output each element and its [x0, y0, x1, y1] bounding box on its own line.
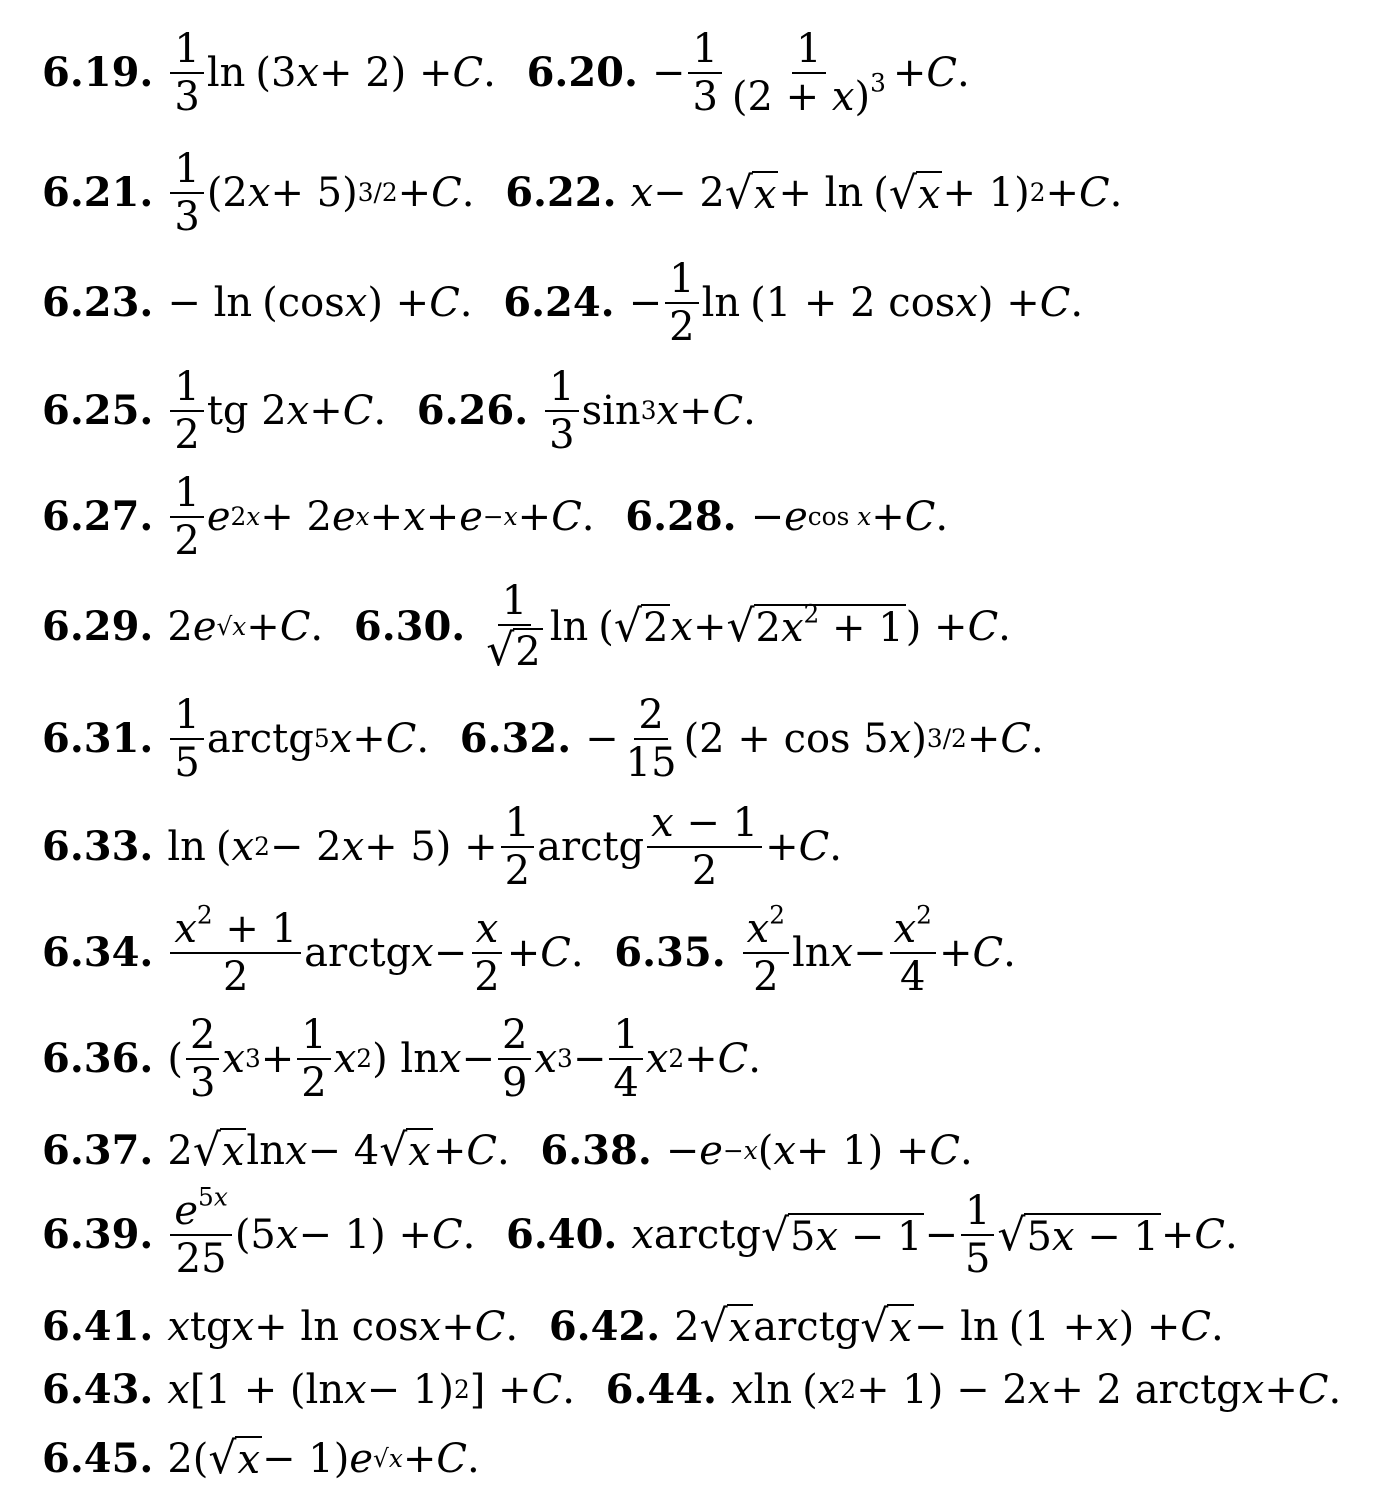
answer-item — [42, 1433, 480, 1484]
answer-item — [42, 900, 584, 1000]
answer-expression: 2 √ x arctg √ x − ln (1 + x ) + C . — [674, 1301, 1224, 1352]
answer-number: 6.32. — [459, 715, 572, 762]
answer-item — [506, 1190, 1238, 1280]
answer-item — [42, 694, 429, 784]
answer-expression: ( $\frac{2}{3}$ x 3 + $\frac{1}{2}$ x 2 ) ln x − $\frac{2}{9}$ x 3 − $\frac{1}{4}$ x 2 + C . — [167, 1012, 761, 1106]
answer-item — [417, 366, 756, 456]
answer-number: 6.41. — [42, 1302, 154, 1350]
answer-expression: 2 √ x ln x − 4 √ x + C . — [167, 1125, 510, 1176]
answer-line — [42, 472, 1354, 562]
answer-number: 6.36. — [42, 1035, 154, 1082]
answer-item — [460, 694, 1044, 784]
answer-number: 6.31. — [42, 715, 154, 762]
answer-expression: $\frac{1}{2}$ e 2x + 2 e x + x + e −x + C . — [167, 472, 594, 562]
answer-expression: x [1 + (ln x − 1) 2 ] + C . — [167, 1367, 575, 1413]
answer-item — [548, 1301, 1224, 1352]
answer-line — [42, 1014, 1354, 1104]
answer-line — [42, 258, 1354, 348]
answer-item — [614, 900, 1016, 1000]
answer-expression: − e −x ( x + 1) + C . — [665, 1127, 973, 1174]
answer-number: 6.33. — [42, 823, 154, 870]
answer-line — [42, 694, 1354, 784]
answer-line — [42, 1182, 1354, 1282]
answer-number: 6.27. — [42, 493, 154, 540]
answer-number: 6.22. — [505, 169, 617, 216]
answer-line — [42, 1366, 1354, 1413]
answer-line — [42, 900, 1354, 1000]
answer-item — [42, 802, 842, 892]
answer-expression: $\frac{1}{5}$ arctg 5 x + C . — [167, 694, 429, 784]
answer-expression: $\frac{1}{3}$ sin 3 x + C . — [542, 366, 756, 456]
answer-item — [42, 1302, 519, 1350]
answer-number: 6.20. — [526, 49, 638, 96]
answer-number: 6.45. — [42, 1434, 154, 1482]
answer-number: 6.38. — [540, 1126, 652, 1174]
answer-item — [42, 1014, 761, 1104]
answer-line — [42, 148, 1354, 238]
answer-item — [42, 1182, 476, 1282]
answer-item — [540, 1126, 973, 1174]
answer-expression: x − 2 √ x + ln ( √ x + 1) 2 + C . — [630, 167, 1123, 219]
answer-number: 6.43. — [42, 1366, 154, 1413]
answer-item — [42, 472, 595, 562]
answer-item — [42, 279, 473, 326]
answer-line — [42, 1125, 1354, 1176]
answer-item — [503, 258, 1083, 348]
answer-expression: $\frac{1}{3}$ ln (3 x + 2) + C . — [167, 28, 495, 118]
answer-item — [353, 578, 1011, 676]
answer-expression: x ln ( x 2 + 1) − 2 x + 2 arctg x + C . — [730, 1367, 1342, 1413]
answer-expression: $\frac{e^{5x}}{25}$ (5 x − 1) + C . — [167, 1190, 475, 1280]
answer-expression: $\frac{1}{2}$ tg 2 x + C . — [167, 366, 386, 456]
answer-line — [42, 802, 1354, 892]
answer-expression: − $\frac{2}{15}$ (2 + cos 5 x ) 3/2 + C . — [585, 692, 1044, 786]
answer-line — [42, 578, 1354, 676]
answer-expression: ln ( x 2 − 2 x + 5) + $\frac{1}{2}$ arctg $\frac{x - 1}{2}$ + C . — [167, 800, 842, 894]
answer-number: 6.44. — [605, 1366, 717, 1413]
answer-number: 6.40. — [506, 1211, 618, 1258]
answer-line — [42, 28, 1354, 118]
answer-expression: $\frac{x^2}{2}$ ln x − $\frac{x^2}{4}$ + C . — [740, 908, 1016, 998]
answer-number: 6.34. — [42, 929, 154, 976]
answer-number: 6.24. — [503, 279, 615, 326]
answer-item — [625, 493, 949, 540]
answer-expression: − e cos x + C . — [750, 494, 949, 540]
answer-number: 6.35. — [614, 929, 726, 976]
answer-expression: x arctg √ 5x − 1 − $\frac{1}{5}$ √ 5x − 1 + C . — [631, 1188, 1238, 1282]
answer-number: 6.19. — [42, 49, 154, 96]
answer-line — [42, 1433, 1354, 1484]
answer-item — [505, 167, 1123, 219]
answer-expression: − ln (cos x ) + C . — [167, 280, 473, 326]
answer-item — [42, 28, 496, 118]
answer-number: 6.23. — [42, 279, 154, 326]
answer-number: 6.21. — [42, 169, 154, 216]
answer-expression: − $\frac{1}{3}$ $\frac{1}{(2 + x)^3}$ + C . — [651, 26, 970, 120]
answer-item — [42, 366, 386, 456]
answer-number: 6.29. — [42, 602, 154, 650]
answer-number: 6.39. — [42, 1211, 154, 1258]
answer-expression: $\frac{x^2 + 1}{2}$ arctg x − $\frac{x}{2}$ + C . — [167, 908, 583, 998]
answer-expression: 2 e √x + C . — [167, 603, 324, 650]
answer-expression: $\frac{1}{3}$ (2 x + 5) 3/2 + C . — [167, 148, 474, 238]
answer-line — [42, 1301, 1354, 1352]
answer-item — [42, 1366, 575, 1413]
answer-expression: x tg x + ln cos x + C . — [167, 1303, 519, 1350]
answer-item — [42, 148, 475, 238]
answer-number: 6.37. — [42, 1126, 154, 1174]
answer-item — [42, 602, 324, 650]
answer-number: 6.26. — [416, 387, 529, 434]
answer-line — [42, 366, 1354, 456]
answer-item — [605, 1366, 1342, 1413]
answer-number: 6.42. — [548, 1302, 661, 1350]
answer-item — [42, 1125, 510, 1176]
answer-expression: − $\frac{1}{2}$ ln (1 + 2 cos x ) + C . — [628, 256, 1084, 350]
answer-item — [527, 28, 970, 118]
answer-number: 6.28. — [625, 493, 737, 540]
answer-expression: 2( √ x − 1) e √x + C . — [167, 1433, 480, 1484]
answer-number: 6.25. — [42, 387, 154, 434]
answer-expression: 1 √ 2 ln ( √ 2 x + √ $2x^2 + 1$ ) + C . — [486, 578, 1011, 676]
answer-number: 6.30. — [353, 602, 466, 650]
